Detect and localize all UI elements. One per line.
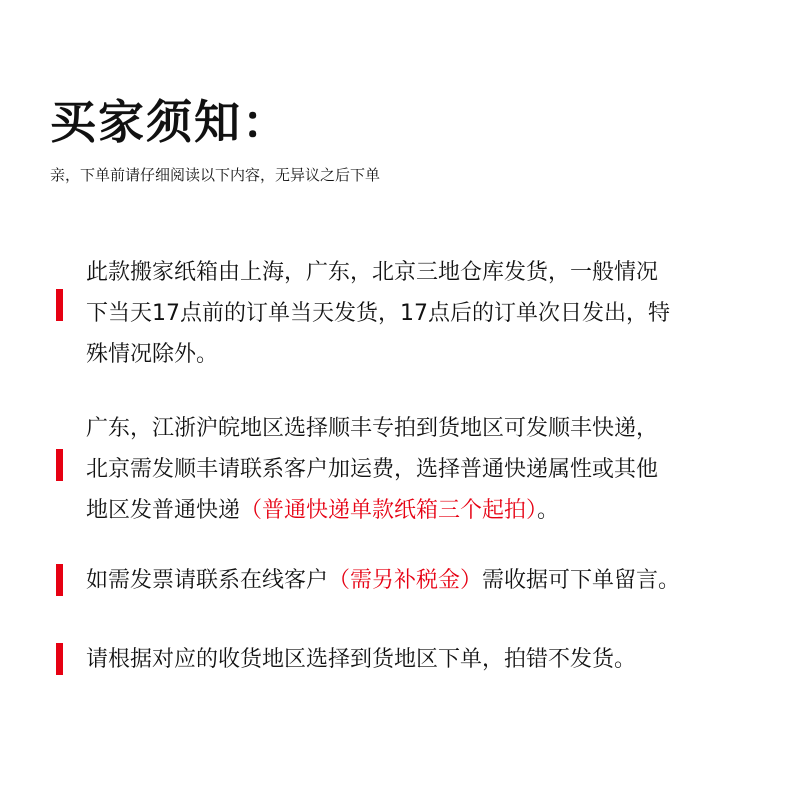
notice-line (86, 490, 776, 531)
red-bar-marker (56, 289, 63, 321)
notice-line: 此款搬家纸箱由上海，广东，北京三地仓库发货，一般情况 (86, 260, 659, 285)
notice-line: 殊情况除外。 (86, 342, 219, 367)
notice-shipping-text (86, 252, 776, 375)
red-bar-marker (56, 564, 63, 596)
notice-line-segment: 地区发普通快递 (86, 498, 241, 523)
notice-line-segment: 。 (537, 498, 560, 523)
notice-express-text (86, 408, 776, 531)
notice-line: 请根据对应的收货地区选择到货地区下单，拍错不发货。 (86, 647, 637, 672)
notice-invoice-text (86, 560, 776, 601)
notice-line-segment: 需收据可下单留言。 (482, 568, 681, 593)
notice-line: 北京需发顺丰请联系客户加运费，选择普通快递属性或其他 (86, 457, 659, 482)
notice-region-text (86, 639, 776, 680)
page-subtitle: 亲，下单前请仔细阅读以下内容，无异议之后下单 (50, 166, 381, 184)
red-bar-marker (56, 449, 63, 481)
notice-line-segment: 如需发票请联系在线客户 (86, 568, 329, 593)
notice-line: 广东，江浙沪皖地区选择顺丰专拍到货地区可发顺丰快递， (86, 416, 659, 441)
notice-highlight: （普通快递单款纸箱三个起拍） (240, 498, 538, 523)
notice-highlight: （需另补税金） (328, 568, 483, 593)
notice-line: 下当天17点前的订单当天发货，17点后的订单次日发出，特 (86, 301, 670, 326)
notice-line (86, 560, 776, 601)
red-bar-marker (56, 643, 63, 675)
page-title: 买家须知： (50, 95, 290, 149)
